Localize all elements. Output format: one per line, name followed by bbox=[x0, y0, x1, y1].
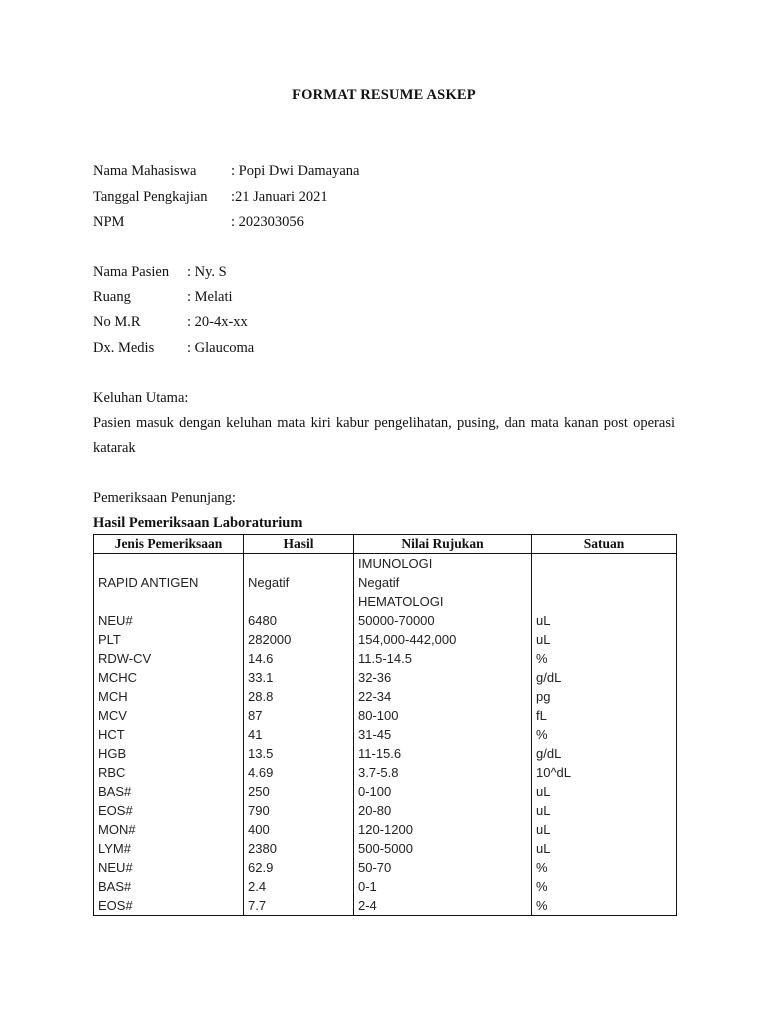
cell-unit: % bbox=[532, 896, 677, 916]
cell-result: 400 bbox=[244, 820, 354, 839]
table-row bbox=[94, 877, 677, 896]
cell-result: 6480 bbox=[244, 611, 354, 630]
field-label: NPM bbox=[93, 214, 125, 230]
hematologi-label-row bbox=[94, 592, 677, 611]
cell-result: 62.9 bbox=[244, 858, 354, 877]
column-header: Nilai Rujukan bbox=[354, 535, 532, 554]
cell-unit: uL bbox=[532, 801, 677, 820]
field-nama-pasien bbox=[93, 264, 227, 281]
cell-reference: 32-36 bbox=[354, 668, 532, 687]
cell-reference: 11-15.6 bbox=[354, 744, 532, 763]
lab-results-table bbox=[93, 534, 677, 916]
field-no-mr bbox=[93, 314, 248, 331]
table-row bbox=[94, 858, 677, 877]
section-label: HEMATOLOGI bbox=[354, 592, 532, 611]
cell-result: 7.7 bbox=[244, 896, 354, 916]
cell-result: 41 bbox=[244, 725, 354, 744]
cell-result: 282000 bbox=[244, 630, 354, 649]
cell-result: 2380 bbox=[244, 839, 354, 858]
field-value: : Glaucoma bbox=[187, 340, 255, 356]
cell-test: LYM# bbox=[94, 839, 244, 858]
cell-test: HGB bbox=[94, 744, 244, 763]
cell-result: 33.1 bbox=[244, 668, 354, 687]
cell-unit: uL bbox=[532, 611, 677, 630]
field-nama-mahasiswa bbox=[93, 163, 360, 180]
cell-test: BAS# bbox=[94, 877, 244, 896]
cell-result: 250 bbox=[244, 782, 354, 801]
table-row bbox=[94, 896, 677, 916]
cell-unit: % bbox=[532, 858, 677, 877]
field-value: : Melati bbox=[187, 289, 233, 305]
cell-test: MCHC bbox=[94, 668, 244, 687]
table-row bbox=[94, 782, 677, 801]
table-row bbox=[94, 744, 677, 763]
lab-title: Hasil Pemeriksaan Laboraturium bbox=[93, 515, 303, 531]
field-label: Tanggal Pengkajian bbox=[93, 189, 208, 205]
cell-unit: 10^dL bbox=[532, 763, 677, 782]
cell-test: MCH bbox=[94, 687, 244, 706]
cell-result: 14.6 bbox=[244, 649, 354, 668]
cell-test: NEU# bbox=[94, 858, 244, 877]
field-value: : 20-4x-xx bbox=[187, 314, 248, 330]
cell-unit: % bbox=[532, 877, 677, 896]
field-npm bbox=[93, 214, 304, 231]
field-tanggal-pengkajian bbox=[93, 189, 328, 206]
cell-reference: 154,000-442,000 bbox=[354, 630, 532, 649]
cell-reference: 2-4 bbox=[354, 896, 532, 916]
field-dx-medis bbox=[93, 340, 255, 357]
cell-reference: Negatif bbox=[354, 573, 532, 592]
cell-result: 2.4 bbox=[244, 877, 354, 896]
cell-reference: 0-1 bbox=[354, 877, 532, 896]
cell-test: EOS# bbox=[94, 896, 244, 916]
table-row bbox=[94, 573, 677, 592]
cell-unit: uL bbox=[532, 782, 677, 801]
field-value: : Popi Dwi Damayana bbox=[231, 163, 360, 179]
cell-reference: 120-1200 bbox=[354, 820, 532, 839]
table-row bbox=[94, 725, 677, 744]
field-value: : Ny. S bbox=[187, 264, 227, 280]
cell-reference: 11.5-14.5 bbox=[354, 649, 532, 668]
field-label: Dx. Medis bbox=[93, 340, 155, 356]
table-row bbox=[94, 801, 677, 820]
table-row bbox=[94, 611, 677, 630]
table-header-row bbox=[94, 535, 677, 554]
cell-reference: 0-100 bbox=[354, 782, 532, 801]
cell-test: NEU# bbox=[94, 611, 244, 630]
table-row bbox=[94, 668, 677, 687]
section-label: IMUNOLOGI bbox=[354, 554, 532, 574]
cell-test: RBC bbox=[94, 763, 244, 782]
penunjang-heading: Pemeriksaan Penunjang: bbox=[93, 490, 236, 506]
field-value: :21 Januari 2021 bbox=[231, 189, 328, 205]
cell-unit: fL bbox=[532, 706, 677, 725]
field-ruang bbox=[93, 289, 233, 306]
keluhan-heading: Keluhan Utama: bbox=[93, 390, 189, 406]
cell-reference: 50000-70000 bbox=[354, 611, 532, 630]
column-header: Hasil bbox=[244, 535, 354, 554]
cell-unit: g/dL bbox=[532, 668, 677, 687]
cell-result: 790 bbox=[244, 801, 354, 820]
cell-test: MCV bbox=[94, 706, 244, 725]
cell-unit: uL bbox=[532, 839, 677, 858]
cell-test: EOS# bbox=[94, 801, 244, 820]
field-label: Nama Mahasiswa bbox=[93, 163, 197, 179]
field-value: : 202303056 bbox=[231, 214, 304, 230]
cell-test: MON# bbox=[94, 820, 244, 839]
cell-unit: pg bbox=[532, 687, 677, 706]
field-label: Ruang bbox=[93, 289, 131, 305]
cell-reference: 31-45 bbox=[354, 725, 532, 744]
table-row bbox=[94, 649, 677, 668]
cell-result: 4.69 bbox=[244, 763, 354, 782]
cell-reference: 20-80 bbox=[354, 801, 532, 820]
cell-unit: % bbox=[532, 725, 677, 744]
table-row bbox=[94, 820, 677, 839]
document-title: FORMAT RESUME ASKEP bbox=[292, 87, 476, 103]
table-row bbox=[94, 706, 677, 725]
cell-test: BAS# bbox=[94, 782, 244, 801]
cell-reference: 3.7-5.8 bbox=[354, 763, 532, 782]
cell-reference: 500-5000 bbox=[354, 839, 532, 858]
imunologi-label-row bbox=[94, 554, 677, 574]
table-row bbox=[94, 763, 677, 782]
keluhan-text: Pasien masuk dengan keluhan mata kiri kabur pengelihatan, pusing, dan mata kanan post operasi katarak bbox=[93, 415, 675, 456]
cell-result: 28.8 bbox=[244, 687, 354, 706]
column-header: Jenis Pemeriksaan bbox=[94, 535, 244, 554]
cell-unit: uL bbox=[532, 820, 677, 839]
cell-reference: 50-70 bbox=[354, 858, 532, 877]
cell-test: HCT bbox=[94, 725, 244, 744]
field-label: No M.R bbox=[93, 314, 141, 330]
column-header: Satuan bbox=[532, 535, 677, 554]
cell-unit: uL bbox=[532, 630, 677, 649]
table-row bbox=[94, 687, 677, 706]
field-label: Nama Pasien bbox=[93, 264, 170, 280]
cell-test: RAPID ANTIGEN bbox=[94, 573, 244, 592]
table-row bbox=[94, 630, 677, 649]
table-row bbox=[94, 839, 677, 858]
cell-result: 13.5 bbox=[244, 744, 354, 763]
cell-test: RDW-CV bbox=[94, 649, 244, 668]
cell-reference: 80-100 bbox=[354, 706, 532, 725]
cell-unit: g/dL bbox=[532, 744, 677, 763]
cell-result: Negatif bbox=[244, 573, 354, 592]
cell-result: 87 bbox=[244, 706, 354, 725]
cell-test: PLT bbox=[94, 630, 244, 649]
cell-unit: % bbox=[532, 649, 677, 668]
cell-reference: 22-34 bbox=[354, 687, 532, 706]
